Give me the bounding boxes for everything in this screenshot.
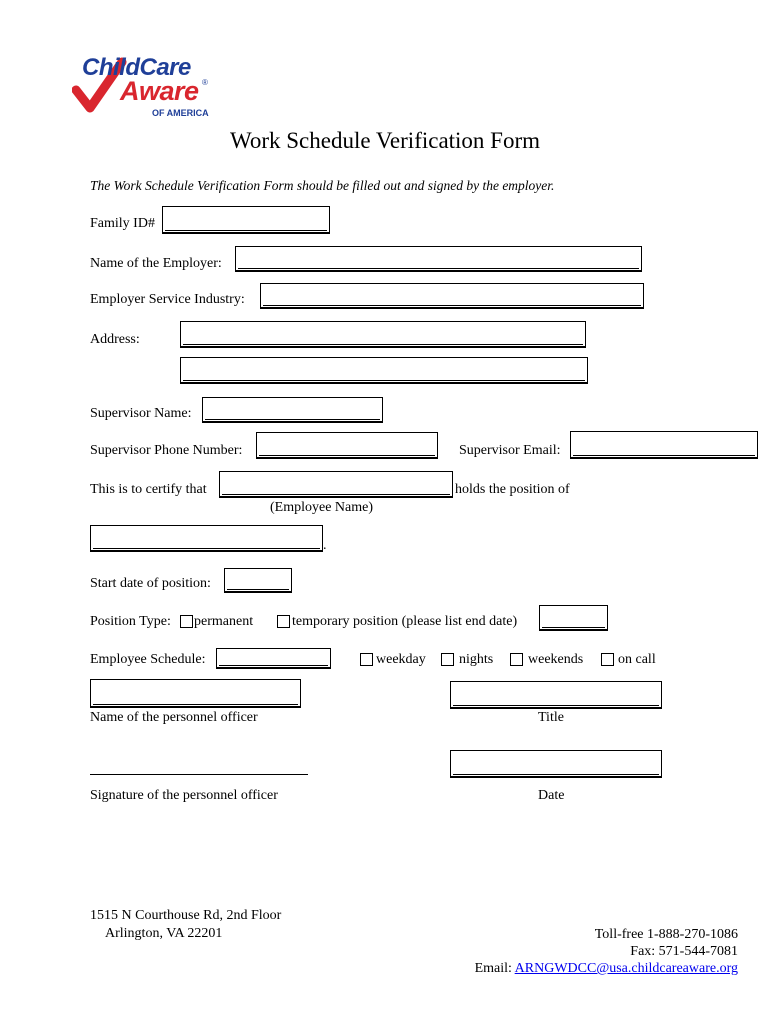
- start-date-field[interactable]: [224, 568, 292, 593]
- supervisor-email-label: Supervisor Email:: [459, 443, 561, 458]
- weekends-label: weekends: [528, 652, 584, 667]
- footer-address-line1: 1515 N Courthouse Rd, 2nd Floor: [90, 908, 282, 923]
- position-type-label: Position Type:: [90, 614, 171, 629]
- employee-schedule-field[interactable]: [216, 648, 331, 669]
- weekday-checkbox[interactable]: [360, 653, 373, 666]
- nights-checkbox[interactable]: [441, 653, 454, 666]
- permanent-checkbox[interactable]: [180, 615, 193, 628]
- logo-registered-mark: ®: [202, 78, 208, 87]
- logo: [72, 48, 222, 123]
- signature-line[interactable]: [90, 774, 308, 775]
- employer-name-field[interactable]: [235, 246, 642, 272]
- weekends-checkbox[interactable]: [510, 653, 523, 666]
- supervisor-email-field[interactable]: [570, 431, 758, 459]
- address-line1-field[interactable]: [180, 321, 586, 348]
- title-caption: Title: [538, 710, 564, 725]
- footer-address-line2: Arlington, VA 22201: [105, 926, 223, 941]
- personnel-officer-name-field[interactable]: [90, 679, 301, 708]
- nights-label: nights: [459, 652, 494, 667]
- footer-email-label: Email:: [474, 961, 512, 976]
- personnel-officer-name-caption: Name of the personnel officer: [90, 710, 258, 725]
- permanent-label: permanent: [194, 614, 254, 629]
- logo-word-aware: Aware: [120, 76, 199, 106]
- employee-schedule-label: Employee Schedule:: [90, 652, 206, 667]
- signature-caption: Signature of the personnel officer: [90, 788, 278, 803]
- on-call-label: on call: [618, 652, 656, 667]
- logo-word-childcare: ChildCare: [82, 54, 191, 81]
- family-id-label: Family ID#: [90, 216, 155, 231]
- on-call-checkbox[interactable]: [601, 653, 614, 666]
- logo-tagline: OF AMERICA: [152, 108, 209, 118]
- start-date-label: Start date of position:: [90, 576, 211, 591]
- address-line2-field[interactable]: [180, 357, 588, 384]
- temporary-checkbox[interactable]: [277, 615, 290, 628]
- holds-position-label: holds the position of: [455, 482, 570, 497]
- family-id-field[interactable]: [162, 206, 330, 234]
- supervisor-phone-field[interactable]: [256, 432, 438, 459]
- position-period: .: [323, 538, 327, 553]
- personnel-officer-title-field[interactable]: [450, 681, 662, 709]
- address-label: Address:: [90, 332, 140, 347]
- intro-text: The Work Schedule Verification Form should be filled out and signed by the employer.: [90, 178, 555, 193]
- position-title-field[interactable]: [90, 525, 323, 552]
- weekday-label: weekday: [376, 652, 426, 667]
- employer-name-label: Name of the Employer:: [90, 256, 222, 271]
- employee-name-caption: (Employee Name): [270, 500, 374, 515]
- service-industry-label: Employer Service Industry:: [90, 292, 245, 307]
- supervisor-name-label: Supervisor Name:: [90, 406, 192, 421]
- end-date-field[interactable]: [539, 605, 608, 631]
- date-caption: Date: [538, 788, 565, 803]
- supervisor-phone-label: Supervisor Phone Number:: [90, 443, 243, 458]
- temporary-label: temporary position (please list end date): [292, 614, 518, 629]
- date-field[interactable]: [450, 750, 662, 778]
- footer-email-link[interactable]: ARNGWDCC@usa.childcareaware.org: [514, 961, 738, 976]
- certify-label: This is to certify that: [90, 482, 207, 497]
- footer-fax: Fax: 571-544-7081: [630, 944, 738, 959]
- service-industry-field[interactable]: [260, 283, 644, 309]
- footer-email: [475, 961, 738, 977]
- page-title: Work Schedule Verification Form: [229, 128, 541, 153]
- footer-tollfree: Toll-free 1-888-270-1086: [594, 927, 738, 942]
- supervisor-name-field[interactable]: [202, 397, 383, 423]
- employee-name-field[interactable]: [219, 471, 453, 498]
